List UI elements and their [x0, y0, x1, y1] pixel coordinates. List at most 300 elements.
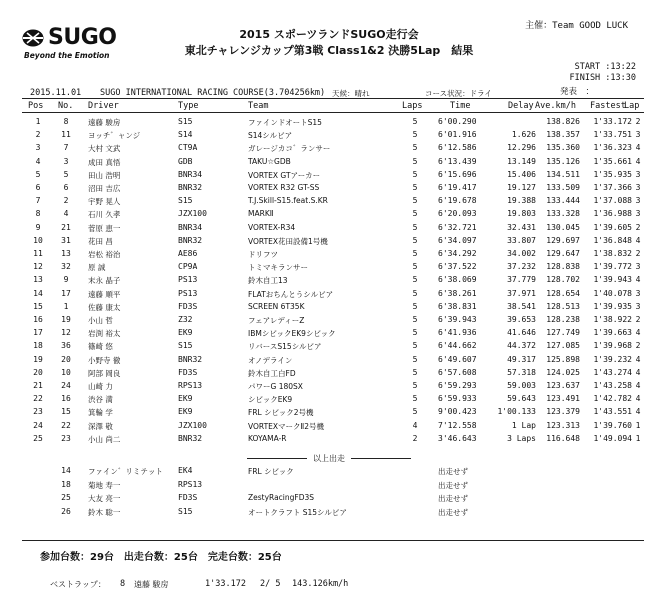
table-row [0, 157, 658, 169]
driver-cell: 花田 昌 [88, 236, 113, 246]
ave-speed-cell: 123.637 [546, 381, 580, 390]
divider-label [0, 453, 658, 464]
table-row [0, 328, 658, 340]
logo-text: SUGO [48, 25, 117, 50]
status-cell: 出走せず [438, 480, 468, 490]
best-lap-time: 1'33.172 [205, 579, 246, 589]
laps-cell: 5 [412, 341, 418, 351]
delay-cell: 1'00.133 [497, 407, 536, 417]
fastest-lap-number-cell: 3 [635, 262, 641, 272]
fastest-lap-cell: 1'43.274 [593, 367, 632, 377]
col-pos: Pos [28, 101, 44, 111]
ave-speed-cell: 123.313 [546, 420, 580, 430]
no-cell: 11 [61, 130, 71, 140]
fastest-lap-number-cell: 4 [635, 235, 641, 245]
team-cell: オートクラフト S15シルビア [248, 507, 347, 517]
type-cell: Z32 [178, 315, 193, 324]
fastest-lap-cell: 1'38.832 [593, 249, 632, 258]
team-cell: 鈴木自工白FD [248, 368, 296, 378]
type-cell: CP9A [178, 262, 198, 272]
no-cell: 18 [61, 479, 71, 489]
col-lap: Lap [624, 101, 640, 111]
team-cell: VORTEX GTアーカー [248, 170, 321, 180]
fastest-lap-cell: 1'36.848 [593, 235, 632, 245]
driver-cell: 渋谷 満 [88, 395, 113, 405]
team-cell: 鈴木自工13 [248, 276, 288, 286]
no-cell: 25 [61, 493, 71, 502]
driver-cell: 岩渕 裕太 [88, 329, 121, 339]
table-row [0, 368, 658, 380]
fastest-lap-cell: 1'39.968 [593, 341, 632, 351]
driver-cell: ファイン゛リミテット [88, 467, 163, 476]
type-cell: S15 [178, 196, 193, 206]
status-cell: 出走せず [438, 494, 468, 503]
ave-speed-cell: 124.025 [546, 367, 580, 377]
type-cell: BNR34 [178, 169, 203, 179]
time-cell: 9'00.423 [438, 407, 477, 417]
best-lap-speed: 143.126km/h [292, 579, 349, 589]
table-row [0, 394, 658, 406]
fastest-lap-number-cell: 4 [635, 367, 641, 377]
fastest-lap-cell: 1'43.258 [593, 381, 632, 390]
delay-cell: 1 Lap [511, 420, 536, 430]
fastest-lap-cell: 1'37.366 [593, 183, 632, 192]
laps-cell: 5 [412, 407, 418, 417]
time-cell: 7'12.558 [438, 420, 477, 430]
status-cell: 出走せず [438, 507, 468, 517]
type-cell: S15 [178, 341, 193, 351]
team-cell: ファインドオートS15 [248, 118, 322, 127]
fastest-lap-cell: 1'33.751 [593, 130, 632, 140]
delay-cell: 59.643 [507, 394, 536, 404]
col-driver: Driver [88, 101, 119, 111]
driver-cell: 小山 哲 [88, 316, 113, 325]
delay-cell: 39.653 [507, 315, 536, 324]
event-title: 2015 スポーツランドSUGO走行会 [239, 28, 419, 41]
delay-cell: 37.971 [507, 288, 536, 298]
pos-cell: 9 [35, 222, 41, 232]
pos-cell: 7 [35, 196, 41, 206]
pos-cell: 24 [33, 420, 43, 430]
driver-cell: 小山 尚二 [88, 434, 121, 444]
pos-cell: 6 [35, 183, 41, 192]
fastest-lap-cell: 1'36.323 [593, 143, 632, 153]
laps-cell: 5 [412, 381, 418, 390]
table-row [0, 341, 658, 353]
type-cell: CT9A [178, 143, 198, 153]
fastest-lap-number-cell: 4 [635, 381, 641, 390]
pos-cell: 25 [33, 433, 43, 443]
delay-cell: 13.149 [507, 156, 536, 166]
fastest-lap-number-cell: 4 [635, 354, 641, 364]
team-cell: VORTEX R32 GT-SS [248, 183, 320, 192]
time-cell: 6'12.586 [438, 143, 477, 153]
status-cell: 出走せず [438, 467, 468, 476]
driver-cell: 箕輪 学 [88, 408, 113, 418]
logo-tagline: Beyond the Emotion [24, 51, 110, 60]
table-row [0, 434, 658, 446]
type-cell: RPS13 [178, 479, 203, 489]
type-cell: GDB [178, 156, 193, 166]
laps-cell: 5 [412, 354, 418, 364]
type-cell: AE86 [178, 249, 198, 258]
type-cell: S15 [178, 506, 193, 516]
time-cell: 6'37.522 [438, 262, 477, 272]
team-cell: SCREEN 6T35K [248, 301, 305, 311]
type-cell: JZX100 [178, 420, 207, 430]
table-row [0, 407, 658, 419]
team-cell: FRL シビック2号機 [248, 408, 314, 418]
table-row [0, 262, 658, 274]
laps-cell: 5 [412, 249, 418, 258]
fastest-lap-cell: 1'35.935 [593, 169, 632, 179]
time-cell: 6'38.261 [438, 288, 477, 298]
laps-cell: 5 [412, 275, 418, 285]
fastest-lap-number-cell: 4 [635, 143, 641, 153]
fastest-lap-cell: 1'39.760 [593, 420, 632, 430]
type-cell: PS13 [178, 275, 198, 285]
table-row [0, 381, 658, 393]
col-no: No. [58, 101, 74, 111]
laps-cell: 5 [412, 196, 418, 206]
laps-cell: 5 [412, 328, 418, 338]
laps-cell: 5 [412, 262, 418, 272]
driver-cell: 末永 晶子 [88, 276, 121, 286]
fastest-lap-number-cell: 2 [635, 341, 641, 351]
fastest-lap-number-cell: 1 [635, 433, 641, 443]
driver-cell: 原 誠 [88, 263, 106, 273]
ave-speed-cell: 116.648 [546, 433, 580, 443]
team-cell: フェアレディーZ [248, 316, 305, 325]
time-cell: 6'59.293 [438, 381, 477, 390]
best-lap-no: 8 [120, 579, 126, 589]
type-cell: FD3S [178, 493, 198, 502]
no-cell: 21 [61, 222, 71, 232]
col-team: Team [248, 101, 269, 111]
ave-speed-cell: 130.045 [546, 222, 580, 232]
entry-summary: 参加台数：29台 出走台数：25台 完走台数：25台 [40, 552, 282, 563]
no-cell: 9 [63, 275, 69, 285]
table-row [0, 183, 658, 195]
time-cell: 6'15.696 [438, 169, 477, 179]
driver-cell: 遠藤 駿房 [88, 118, 121, 127]
time-cell: 6'57.608 [438, 367, 477, 377]
driver-cell: 深澤 敬 [88, 421, 113, 431]
laps-cell: 5 [412, 394, 418, 404]
time-cell: 6'13.439 [438, 156, 477, 166]
time-cell: 6'44.662 [438, 341, 477, 351]
delay-cell: 1.626 [511, 130, 536, 140]
col-time: Time [450, 101, 471, 111]
summary-rule [22, 540, 644, 541]
fastest-lap-cell: 1'43.551 [593, 407, 632, 417]
laps-cell: 5 [412, 156, 418, 166]
driver-cell: 遠藤 順平 [88, 289, 121, 299]
no-cell: 20 [61, 354, 71, 364]
no-cell: 7 [63, 143, 69, 153]
table-row [0, 421, 658, 433]
ave-speed-cell: 128.838 [546, 262, 580, 272]
time-cell: 6'01.916 [438, 130, 477, 140]
type-cell: FD3S [178, 367, 198, 377]
announce-label: 発表 ： [560, 87, 595, 97]
no-cell: 8 [63, 117, 69, 126]
race-title: 東北チャレンジカップ第3戦 Class1&2 決勝5Lap 結果 [184, 44, 474, 57]
driver-cell: 田山 浩明 [88, 170, 121, 180]
time-cell: 6'19.417 [438, 183, 477, 192]
col-ave: Ave.km/h [535, 101, 576, 111]
team-cell: ガレージカコ゛ランサー [248, 144, 331, 154]
team-cell: FRL シビック [248, 467, 294, 476]
no-cell: 3 [63, 156, 69, 166]
fastest-lap-number-cell: 2 [635, 249, 641, 258]
pos-cell: 3 [35, 143, 41, 153]
laps-cell: 5 [412, 288, 418, 298]
delay-cell: 19.388 [507, 196, 536, 206]
team-cell: T.J.Skill-S15.feat.S.KR [248, 196, 328, 206]
delay-cell: 38.541 [507, 301, 536, 311]
col-delay: Delay [508, 101, 534, 111]
fastest-lap-number-cell: 4 [635, 328, 641, 338]
time-cell: 6'41.936 [438, 328, 477, 338]
type-cell: EK9 [178, 407, 193, 417]
pos-cell: 22 [33, 394, 43, 404]
delay-cell: 59.003 [507, 381, 536, 390]
pos-cell: 23 [33, 407, 43, 417]
no-cell: 23 [61, 433, 71, 443]
fastest-lap-cell: 1'33.172 [593, 117, 632, 126]
delay-cell: 19.127 [507, 183, 536, 192]
ave-speed-cell: 125.898 [546, 354, 580, 364]
table-row [0, 315, 658, 327]
driver-cell: 岩松 裕治 [88, 250, 121, 259]
fastest-lap-number-cell: 3 [635, 196, 641, 206]
table-row [0, 130, 658, 142]
team-cell: ZestyRacingFD3S [248, 493, 315, 502]
delay-cell: 41.646 [507, 328, 536, 338]
fastest-lap-number-cell: 1 [635, 420, 641, 430]
type-cell: S14 [178, 130, 193, 140]
table-row [0, 170, 658, 182]
fastest-lap-number-cell: 3 [635, 183, 641, 192]
time-cell: 6'32.721 [438, 222, 477, 232]
time-cell: 6'34.097 [438, 235, 477, 245]
pos-cell: 2 [35, 130, 41, 140]
team-cell: VORTEXマークⅡ2号機 [248, 421, 324, 431]
driver-cell: 佐藤 康太 [88, 302, 121, 312]
delay-cell: 33.807 [507, 235, 536, 245]
team-cell: KOYAMA-R [248, 433, 287, 443]
fastest-lap-cell: 1'38.922 [593, 315, 632, 324]
ave-speed-cell: 138.826 [546, 117, 580, 126]
header-rule-top [22, 98, 644, 99]
laps-cell: 5 [412, 209, 418, 219]
fastest-lap-cell: 1'39.772 [593, 262, 632, 272]
no-cell: 13 [61, 249, 71, 258]
driver-cell: ヨッチ゛ャンジ [88, 131, 141, 141]
fastest-lap-cell: 1'39.232 [593, 354, 632, 364]
fastest-lap-number-cell: 3 [635, 209, 641, 219]
driver-cell: 山崎 力 [88, 382, 113, 391]
table-row [0, 355, 658, 367]
divider-text: 以上出走 [313, 454, 345, 463]
type-cell: EK9 [178, 394, 193, 404]
start-time: START :13:22 [574, 62, 636, 72]
table-row [0, 275, 658, 287]
ave-speed-cell: 135.360 [546, 143, 580, 153]
team-cell: IBMシビックEK9シビック [248, 329, 336, 339]
laps-cell: 5 [412, 301, 418, 311]
no-cell: 36 [61, 341, 71, 351]
no-cell: 14 [61, 466, 71, 475]
ave-speed-cell: 133.444 [546, 196, 580, 206]
time-cell: 3'46.643 [438, 433, 477, 443]
no-cell: 16 [61, 394, 71, 404]
no-cell: 1 [63, 301, 69, 311]
pos-cell: 18 [33, 341, 43, 351]
fastest-lap-number-cell: 4 [635, 394, 641, 404]
ave-speed-cell: 129.647 [546, 249, 580, 258]
ave-speed-cell: 135.126 [546, 156, 580, 166]
course-condition: コース状況：ドライ [425, 89, 492, 98]
fastest-lap-number-cell: 3 [635, 130, 641, 140]
ave-speed-cell: 127.749 [546, 328, 580, 338]
no-cell: 19 [61, 315, 71, 324]
pos-cell: 19 [33, 354, 43, 364]
table-row [0, 196, 658, 208]
best-lap-driver: 遠藤 駿房 [134, 580, 169, 589]
table-row [0, 249, 658, 261]
fastest-lap-cell: 1'40.078 [593, 288, 632, 298]
laps-cell: 5 [412, 130, 418, 140]
delay-cell: 12.296 [507, 143, 536, 153]
fastest-lap-cell: 1'37.088 [593, 196, 632, 206]
pos-cell: 8 [35, 209, 41, 219]
no-cell: 22 [61, 420, 71, 430]
driver-cell: 小野寺 徹 [88, 355, 121, 365]
pos-cell: 5 [35, 169, 41, 179]
finish-time: FINISH :13:30 [569, 73, 636, 83]
fastest-lap-number-cell: 2 [635, 315, 641, 324]
pos-cell: 17 [33, 328, 43, 338]
ave-speed-cell: 134.511 [546, 169, 580, 179]
fastest-lap-cell: 1'39.935 [593, 301, 632, 311]
team-cell: S14シルビア [248, 131, 293, 141]
no-cell: 24 [61, 381, 71, 390]
driver-cell: 大村 文武 [88, 144, 121, 154]
pos-cell: 21 [33, 381, 43, 390]
delay-cell: 37.779 [507, 275, 536, 285]
laps-cell: 5 [412, 367, 418, 377]
col-laps: Laps [402, 101, 423, 111]
no-cell: 32 [61, 262, 71, 272]
table-row [0, 223, 658, 235]
driver-cell: 石川 久孝 [88, 210, 121, 220]
time-cell: 6'39.943 [438, 315, 477, 324]
best-lap-lap: 2/ 5 [260, 579, 281, 589]
fastest-lap-number-cell: 4 [635, 275, 641, 285]
type-cell: BNR34 [178, 222, 203, 232]
fastest-lap-cell: 1'35.661 [593, 156, 632, 166]
ave-speed-cell: 129.697 [546, 235, 580, 245]
laps-cell: 5 [412, 143, 418, 153]
team-cell: シビックEK9 [248, 395, 293, 405]
best-lap-label: ベストラップ： [50, 580, 106, 589]
non-starter-row [0, 493, 658, 505]
fastest-lap-number-cell: 2 [635, 222, 641, 232]
laps-cell: 5 [412, 222, 418, 232]
laps-cell: 5 [412, 169, 418, 179]
type-cell: EK4 [178, 466, 193, 475]
fastest-lap-cell: 1'39.943 [593, 275, 632, 285]
time-cell: 6'59.933 [438, 394, 477, 404]
delay-cell: 57.318 [507, 367, 536, 377]
delay-cell: 19.803 [507, 209, 536, 219]
fastest-lap-number-cell: 2 [635, 117, 641, 126]
time-cell: 6'34.292 [438, 249, 477, 258]
type-cell: BNR32 [178, 354, 203, 364]
no-cell: 2 [63, 196, 69, 206]
table-row [0, 117, 658, 129]
pos-cell: 10 [33, 235, 43, 245]
fastest-lap-cell: 1'36.988 [593, 209, 632, 219]
type-cell: BNR32 [178, 235, 203, 245]
delay-cell: 3 Laps [507, 433, 536, 443]
table-row [0, 302, 658, 314]
driver-cell: 大友 亮一 [88, 494, 121, 503]
laps-cell: 5 [412, 235, 418, 245]
type-cell: EK9 [178, 328, 193, 338]
fastest-lap-cell: 1'49.094 [593, 433, 632, 443]
fastest-lap-number-cell: 4 [635, 407, 641, 417]
no-cell: 12 [61, 328, 71, 338]
pos-cell: 1 [35, 117, 41, 126]
ave-speed-cell: 133.509 [546, 183, 580, 192]
type-cell: S15 [178, 117, 193, 126]
no-cell: 10 [61, 367, 71, 377]
no-cell: 15 [61, 407, 71, 417]
ave-speed-cell: 123.379 [546, 407, 580, 417]
ave-speed-cell: 128.513 [546, 301, 580, 311]
fastest-lap-cell: 1'42.782 [593, 394, 632, 404]
type-cell: FD3S [178, 301, 198, 311]
no-cell: 17 [61, 288, 71, 298]
fastest-lap-number-cell: 3 [635, 288, 641, 298]
team-cell: リバースS15シルビア [248, 342, 322, 352]
type-cell: BNR32 [178, 183, 203, 192]
no-cell: 6 [63, 183, 69, 192]
laps-cell: 2 [412, 433, 418, 443]
fastest-lap-number-cell: 3 [635, 169, 641, 179]
no-cell: 31 [61, 235, 71, 245]
time-cell: 6'38.069 [438, 275, 477, 285]
non-starter-row [0, 507, 658, 519]
time-cell: 6'38.831 [438, 301, 477, 311]
time-cell: 6'00.290 [438, 117, 477, 126]
weather: 天候：晴れ [332, 89, 370, 98]
laps-cell: 5 [412, 117, 418, 126]
non-starter-row [0, 466, 658, 478]
delay-cell: 32.431 [507, 222, 536, 232]
type-cell: JZX100 [178, 209, 207, 219]
driver-cell: 菊地 寿一 [88, 480, 121, 490]
driver-cell: 成田 真悟 [88, 157, 121, 167]
pos-cell: 20 [33, 367, 43, 377]
team-cell: TAKU☆GDB [248, 156, 291, 166]
no-cell: 5 [63, 169, 69, 179]
laps-cell: 5 [412, 315, 418, 324]
team-cell: MARKⅡ [248, 209, 274, 219]
